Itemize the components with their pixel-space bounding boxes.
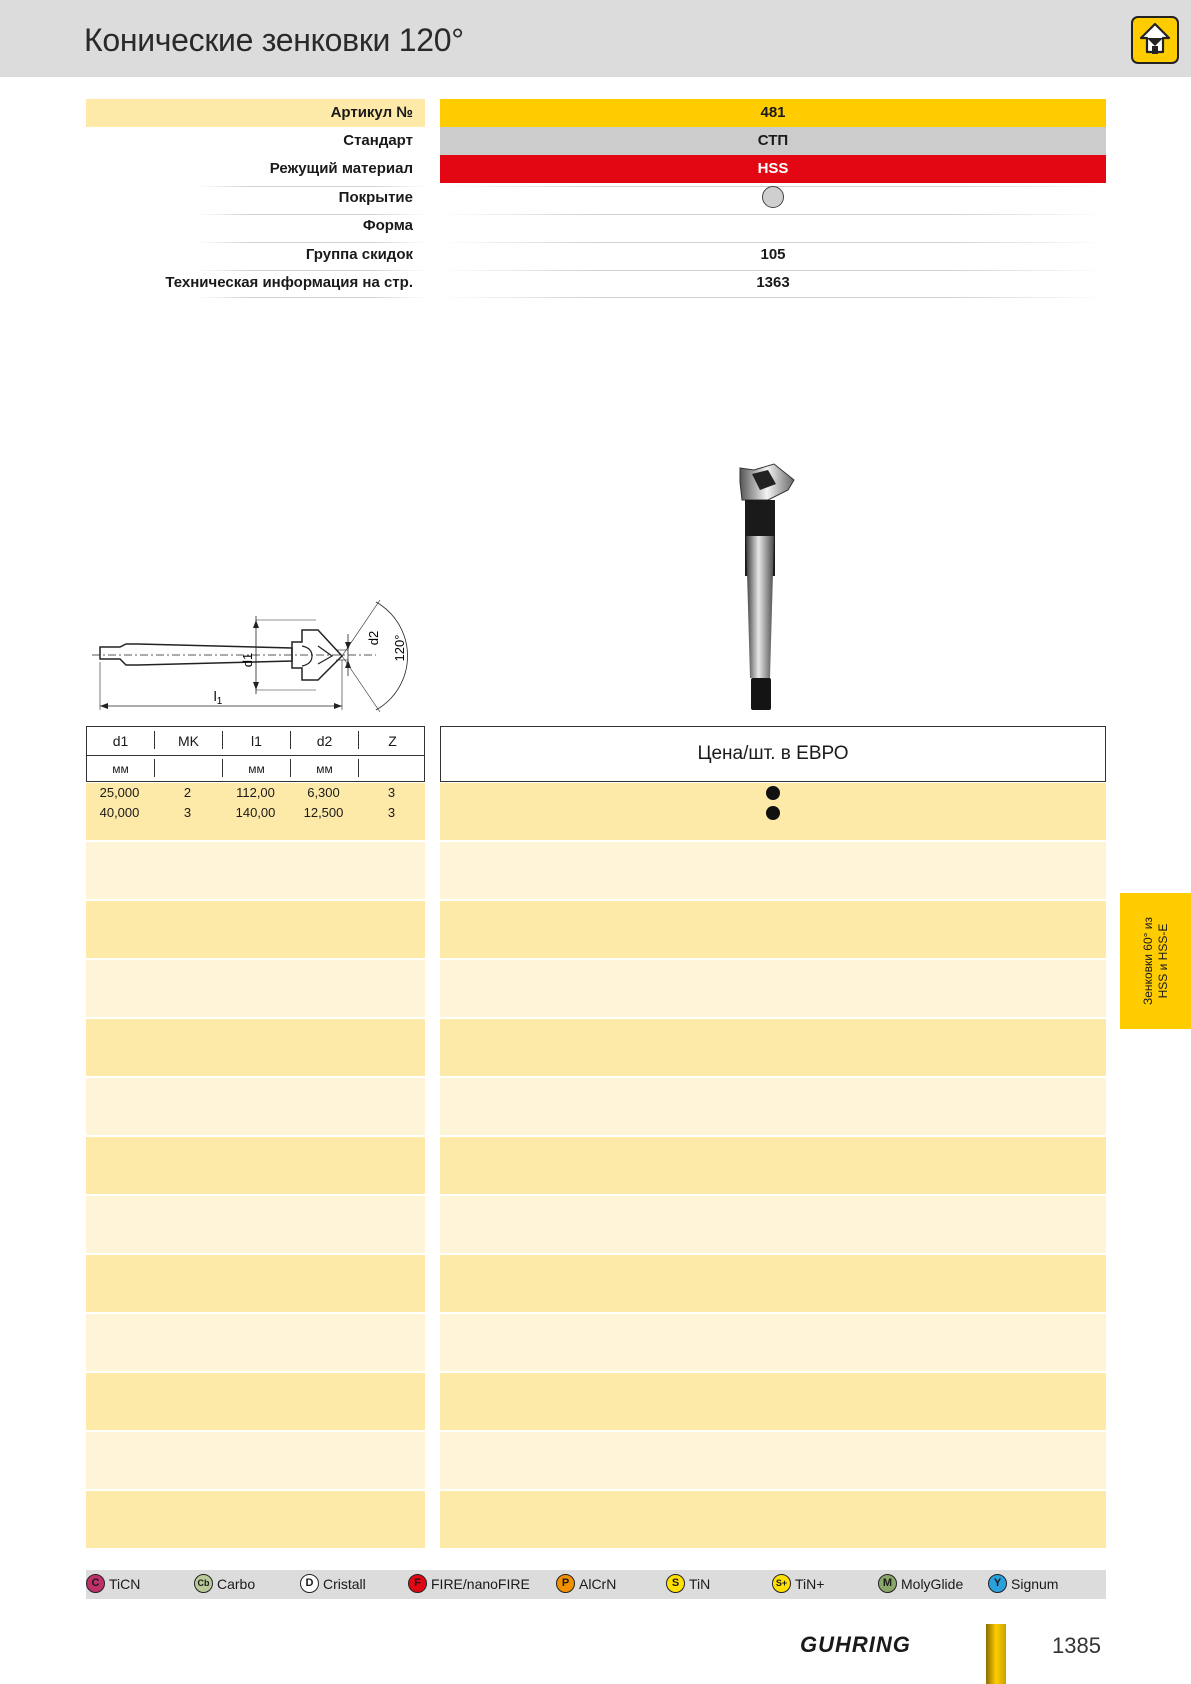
cell-d1: 25,000 [99,785,140,800]
angle-dimension-label: 120° [392,634,407,662]
table-row [86,803,425,823]
unit-d1: мм [112,762,129,776]
technical-drawing [86,590,426,720]
cutting-material-label: Режущий материал [269,160,413,177]
d1-dimension-label: d1 [240,652,255,668]
price-band [440,1078,1106,1135]
spec-band [86,1373,425,1430]
brand-logo: GUHRING [800,1632,911,1657]
product-image [728,460,818,720]
discount-group-label: Группа скидок [305,246,413,263]
carbo-badge-icon: Cb [194,1574,213,1593]
cell-d1: 40,000 [99,805,140,820]
uncoated-circle-icon [762,186,784,208]
footer-accent-bar [986,1624,1006,1684]
legend-item-tin-plus: S+ TiN+ [772,1570,824,1599]
price-band [440,1019,1106,1076]
info-row-tech-info [86,269,1106,297]
price-band [440,1196,1106,1253]
spec-band [86,1255,425,1312]
form-label: Форма [362,217,413,234]
signum-badge-icon: Y [988,1574,1007,1593]
spec-band [86,1196,425,1253]
unit-d2: мм [316,762,333,776]
price-header: Цена/шт. в ЕВРО [440,726,1106,782]
ticn-badge-icon: C [86,1574,105,1593]
price-band [440,1491,1106,1548]
cell-d2: 12,500 [303,805,344,820]
legend-item-fire: F FIRE/nanoFIRE [408,1570,530,1599]
article-value: 481 [440,99,1106,127]
legend-item-signum: Y Signum [988,1570,1058,1599]
spec-band [86,1432,425,1489]
countersink-icon [1131,16,1179,64]
legend-item-tin: S TiN [666,1570,710,1599]
cristall-badge-icon: D [300,1574,319,1593]
legend-item-alcrn: P AlCrN [556,1570,616,1599]
info-row-coating [86,184,1106,212]
tin-badge-icon: S [666,1574,685,1593]
molyglide-badge-icon: M [878,1574,897,1593]
price-band [440,1255,1106,1312]
price-band [440,1432,1106,1489]
coating-value [440,184,1106,212]
discount-group-value: 105 [760,246,786,263]
page-header [0,0,1191,77]
spec-band [86,1491,425,1548]
col-header-d2: d2 [316,733,333,749]
info-row-discount-group [86,241,1106,269]
col-header-z: Z [388,733,397,749]
spec-table-header [86,726,425,782]
coating-legend [86,1570,1106,1599]
legend-item-ticn: C TiCN [86,1570,140,1599]
cutting-material-value: HSS [440,155,1106,183]
info-row-form [86,212,1106,240]
cell-mk: 3 [183,805,192,820]
cell-d2: 6,300 [307,785,340,800]
spec-band [86,1314,425,1371]
col-header-d1: d1 [112,733,129,749]
price-band [440,1373,1106,1430]
cell-mk: 2 [183,785,192,800]
fire-badge-icon: F [408,1574,427,1593]
price-band [440,1137,1106,1194]
legend-item-cristall: D Cristall [300,1570,366,1599]
cell-z: 3 [387,785,396,800]
price-band [440,842,1106,899]
info-row-standard [86,127,1106,155]
l1-dimension-label: $l_1$ [213,688,223,707]
price-band [440,1314,1106,1371]
page-number: 1385 [1052,1633,1101,1658]
col-header-mk: MK [178,733,199,749]
section-side-tab[interactable] [1120,893,1191,1029]
col-header-l1: l1 [251,733,262,749]
info-row-cutting-material [86,155,1106,183]
tech-info-value: 1363 [756,274,790,291]
spec-band [86,960,425,1017]
table-row [86,783,425,803]
page-title: Конические зенковки 120° [84,22,464,58]
price-band [440,960,1106,1017]
cell-z: 3 [387,805,396,820]
availability-dot [766,786,780,800]
cell-l1: 140,00 [235,805,276,820]
tech-info-label: Техническая информация на стр. [165,274,413,291]
spec-band [86,842,425,899]
standard-label: Стандарт [343,132,413,149]
side-tab-label: Зенковки 60° из HSS и HSS-E [1141,917,1170,1005]
cell-l1: 112,00 [236,785,275,800]
legend-item-carbo: Cb Carbo [194,1570,255,1599]
tin-plus-badge-icon: S+ [772,1574,791,1593]
article-label: Артикул № [86,99,425,127]
alcrn-badge-icon: P [556,1574,575,1593]
spec-band [86,1137,425,1194]
legend-item-molyglide: M MolyGlide [878,1570,963,1599]
form-value [440,212,1106,240]
spec-band [86,1019,425,1076]
spec-band [86,1078,425,1135]
unit-l1: мм [248,762,265,776]
coating-label: Покрытие [338,189,413,206]
standard-value: СТП [440,127,1106,155]
info-row-article [86,99,1106,127]
d2-dimension-label: d2 [366,630,381,646]
spec-band [86,901,425,958]
price-band [440,901,1106,958]
availability-dot [766,806,780,820]
